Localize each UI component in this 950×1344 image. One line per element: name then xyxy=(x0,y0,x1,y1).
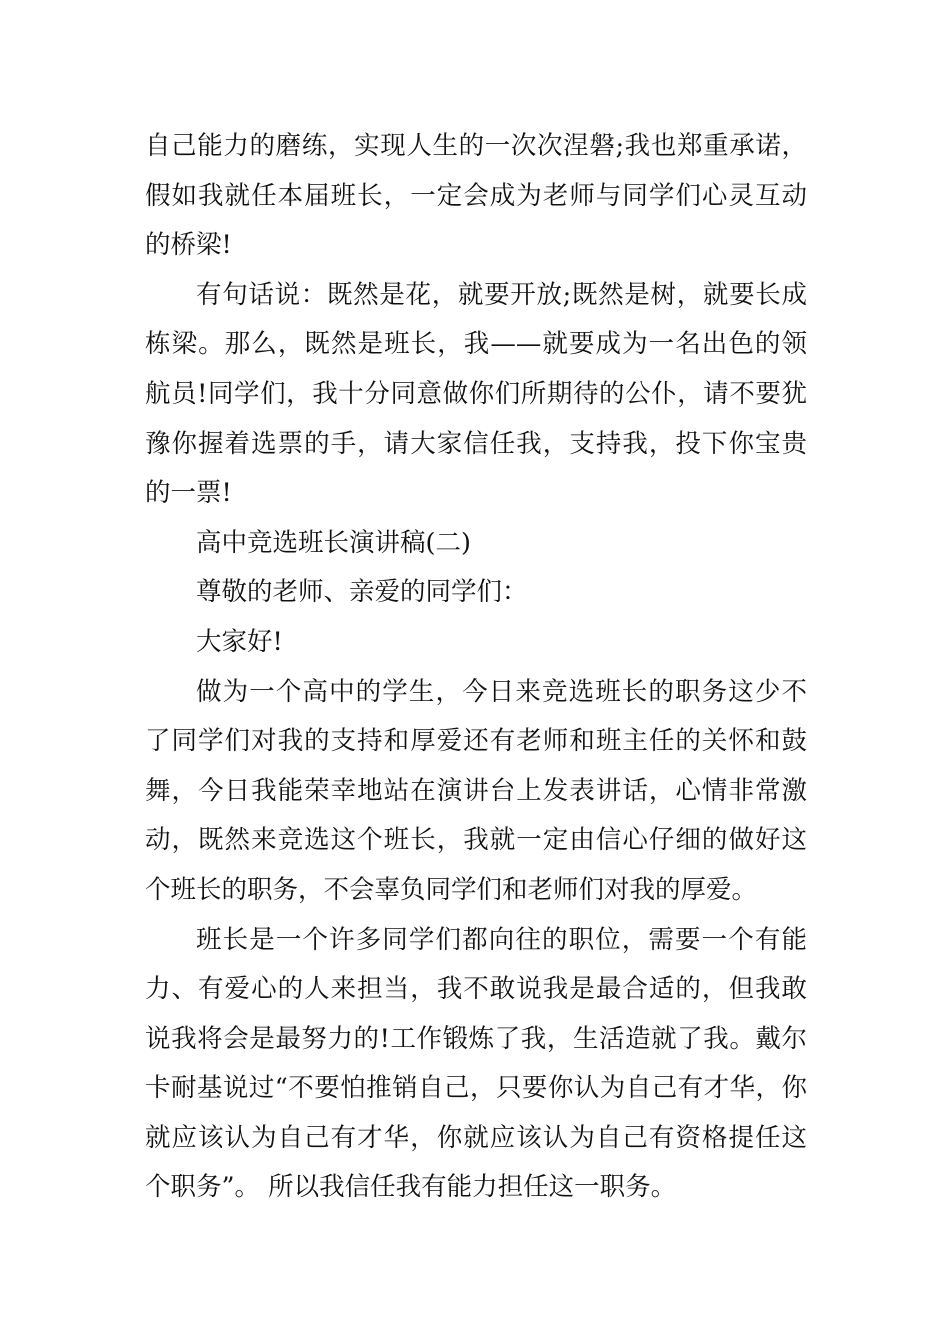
section-title: 高中竞选班长演讲稿(二) xyxy=(196,527,471,558)
greeting: 大家好! xyxy=(196,626,283,657)
paragraph-motto: 有句话说：既然是花，就要开放;既然是树，就要长成栋梁。那么，既然是班长，我——就要成为一名出色的领航员!同学们，我十分同意做你们所期待的公仆，请不要犹豫你握着选票的手，请大家信任我，支持我，投下你宝贵的一票! xyxy=(145,279,807,509)
paragraph-position: 班长是一个许多同学们都向往的职位，需要一个有能力、有爱心的人来担当，我不敢说我是最合适的，但我敢说我将会是最努力的!工作锻炼了我，生活造就了我。戴尔卡耐基说过“不要怕推销自己，只要你认为自己有才华，你就应该认为自己有才华，你就应该认为自己有资格提任这个职务”。 所以我信任我有能力担任这一职务。 xyxy=(145,924,807,1203)
paragraph-intro: 做为一个高中的学生，今日来竞选班长的职务这少不了同学们对我的支持和厚爱还有老师和班主任的关怀和鼓舞，今日我能荣幸地站在演讲台上发表讲话，心情非常激动，既然来竞选这个班长，我就一定由信心仔细的做好这个班长的职务，不会辜负同学们和老师们对我的厚爱。 xyxy=(145,676,807,905)
document-body xyxy=(145,122,807,1213)
salutation: 尊敬的老师、亲爱的同学们： xyxy=(196,577,528,608)
paragraph-continuation: 自己能力的磨练，实现人生的一次次涅磐;我也郑重承诺，假如我就任本届班长，一定会成为老师与同学们心灵互动的桥梁! xyxy=(145,131,807,261)
